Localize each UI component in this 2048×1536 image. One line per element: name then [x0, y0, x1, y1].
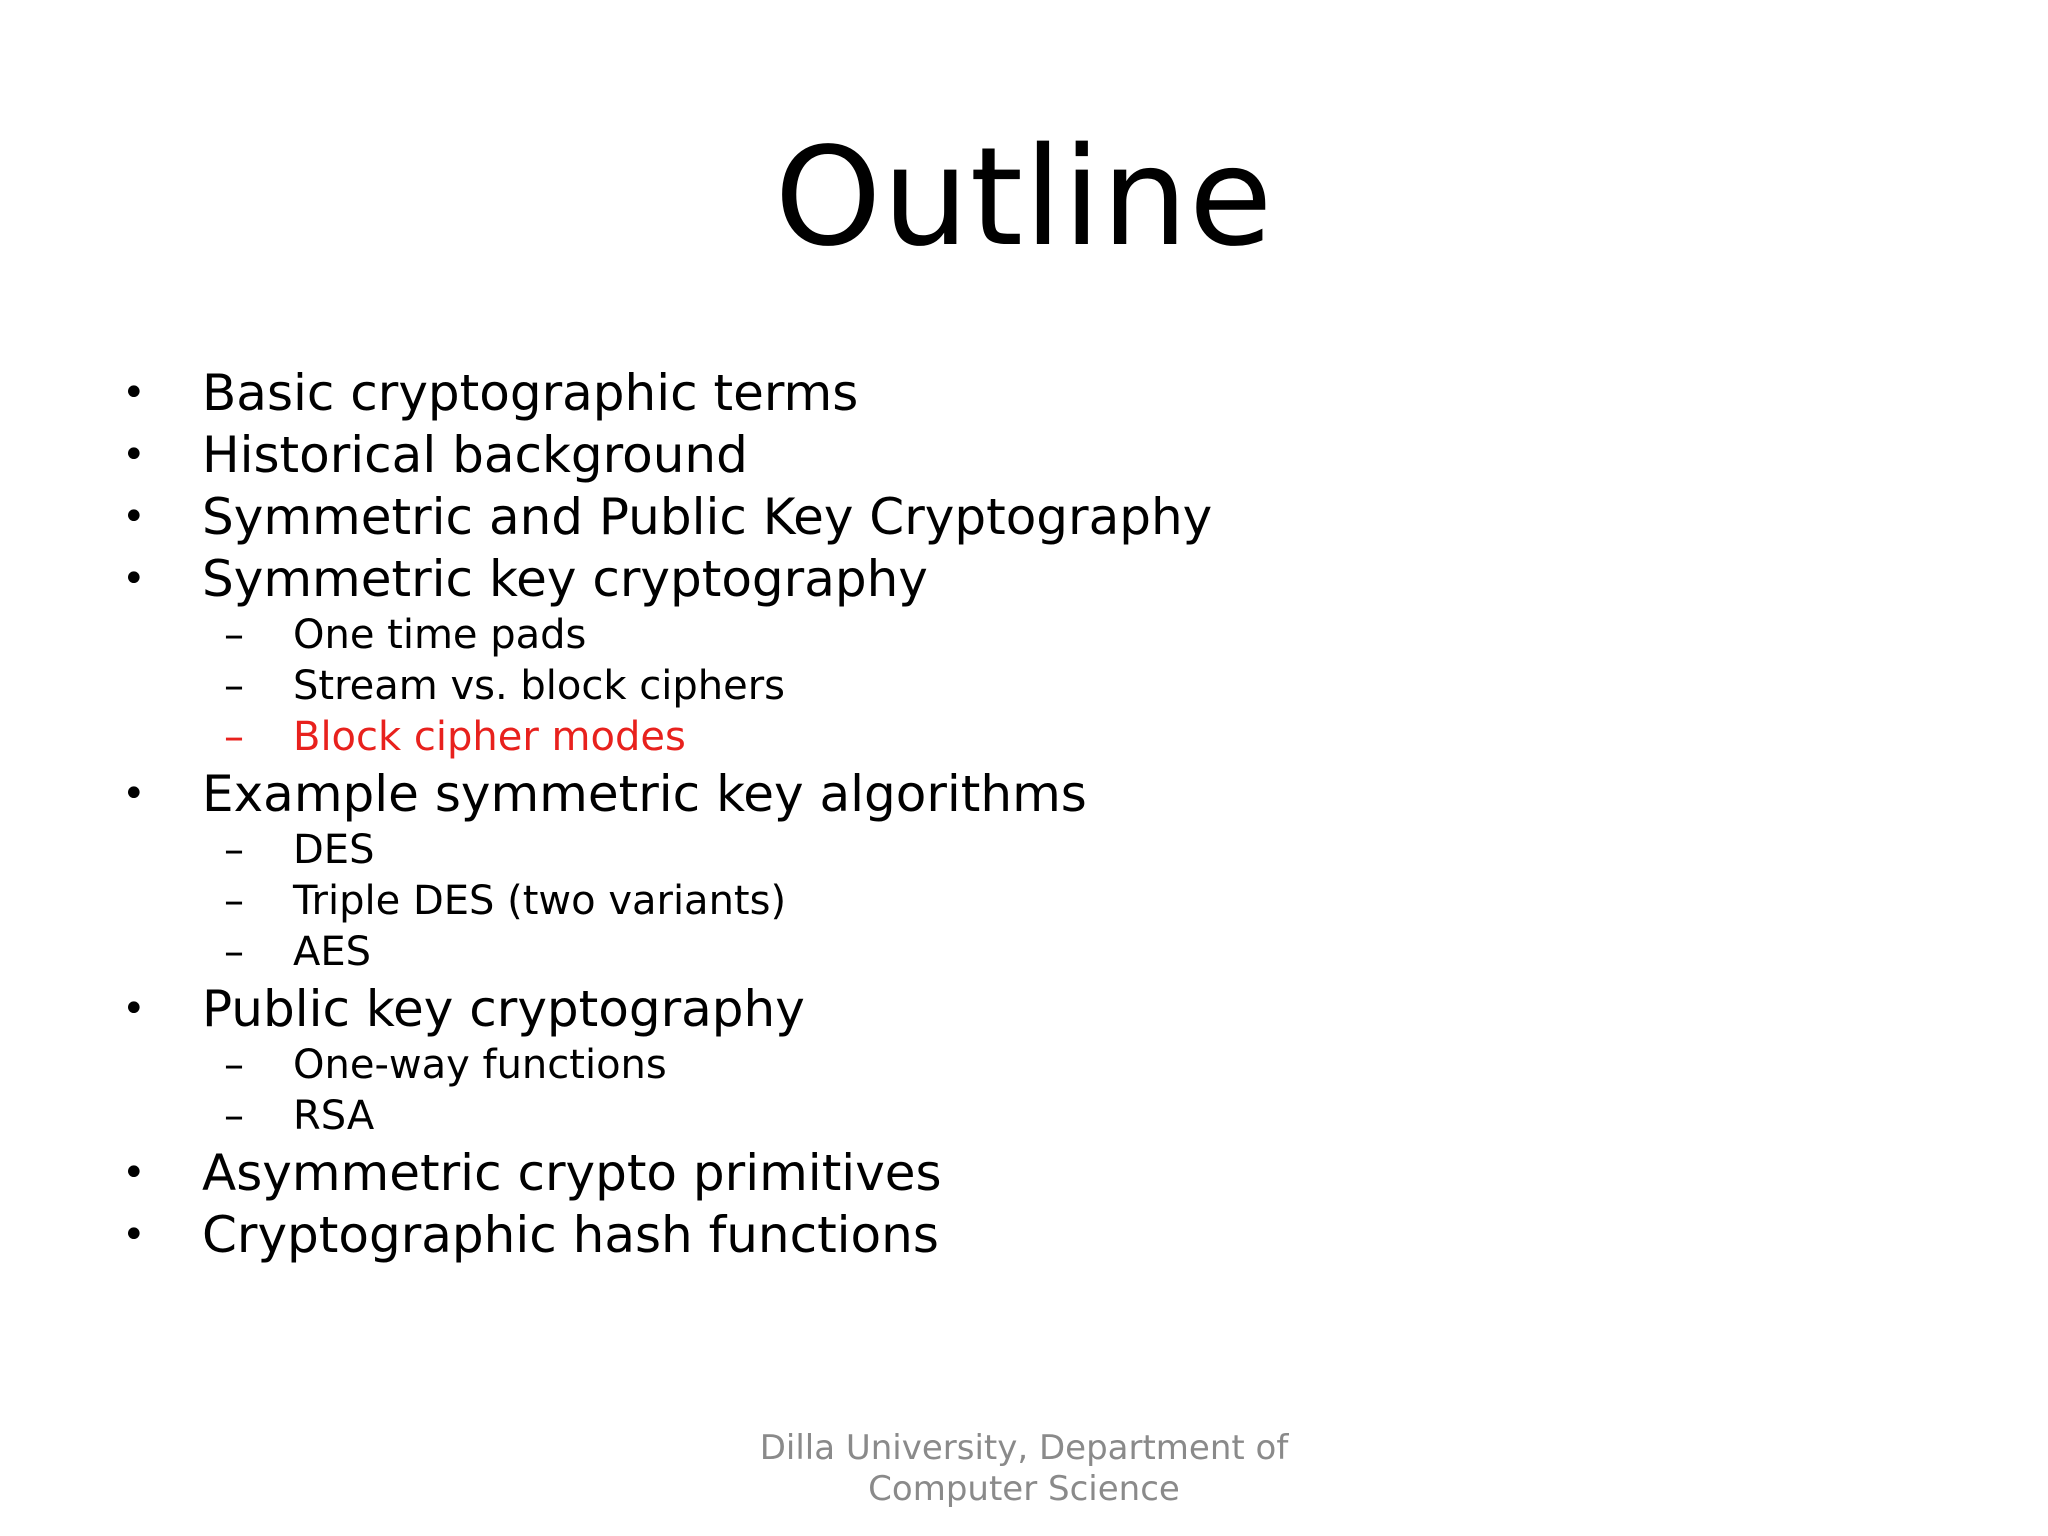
bullet-icon: •: [122, 370, 146, 416]
footer-line-1: Dilla University, Department of: [759, 1428, 1289, 1468]
outline-item-text: Public key cryptography: [202, 980, 805, 1038]
outline-subitem-text: One time pads: [293, 612, 587, 658]
outline-item: [0, 548, 1800, 610]
outline-subitem-current: [0, 712, 1800, 763]
outline-subitem-text: DES: [293, 827, 375, 873]
outline-item: [0, 362, 1800, 424]
outline-item: [0, 763, 1800, 825]
outline-subitem: [0, 1040, 1800, 1091]
outline-subitem: [0, 1091, 1800, 1142]
bullet-icon: •: [122, 771, 146, 817]
slide-title: Outline: [774, 119, 1274, 277]
dash-icon: –: [224, 612, 244, 658]
outline-item-text: Asymmetric crypto primitives: [202, 1144, 942, 1202]
slide-footer: [624, 1428, 1424, 1510]
outline-item: [0, 486, 1800, 548]
bullet-icon: •: [122, 432, 146, 478]
dash-icon: –: [224, 1093, 244, 1139]
dash-icon: –: [224, 1042, 244, 1088]
outline-subitem: [0, 876, 1800, 927]
bullet-icon: •: [122, 986, 146, 1032]
outline-subitem-text: AES: [293, 929, 372, 975]
bullet-icon: •: [122, 1150, 146, 1196]
outline-subitem-text: Stream vs. block ciphers: [293, 663, 785, 709]
outline-subitem-text: RSA: [293, 1093, 375, 1139]
outline-item-text: Basic cryptographic terms: [202, 364, 859, 422]
dash-icon: –: [224, 827, 244, 873]
dash-icon: –: [224, 663, 244, 709]
dash-icon: –: [224, 714, 244, 760]
outline-subitem: [0, 927, 1800, 978]
outline-item: [0, 424, 1800, 486]
outline-subitem-text: Block cipher modes: [293, 714, 686, 760]
outline-item: [0, 978, 1800, 1040]
outline-item: [0, 1204, 1800, 1266]
bullet-icon: •: [122, 556, 146, 602]
outline-subitem-text: One-way functions: [293, 1042, 667, 1088]
outline-item-text: Cryptographic hash functions: [202, 1206, 939, 1264]
bullet-icon: •: [122, 494, 146, 540]
outline-subitem: [0, 825, 1800, 876]
outline-item-text: Symmetric key cryptography: [202, 550, 928, 608]
outline-item-text: Historical background: [202, 426, 748, 484]
outline-subitem: [0, 610, 1800, 661]
outline-item-text: Example symmetric key algorithms: [202, 765, 1087, 823]
outline-subitem: [0, 661, 1800, 712]
outline-list: [0, 362, 1800, 1266]
bullet-icon: •: [122, 1212, 146, 1258]
dash-icon: –: [224, 878, 244, 924]
outline-item: [0, 1142, 1800, 1204]
dash-icon: –: [224, 929, 244, 975]
outline-item-text: Symmetric and Public Key Cryptography: [202, 488, 1213, 546]
outline-subitem-text: Triple DES (two variants): [293, 878, 787, 924]
footer-line-2: Computer Science: [868, 1469, 1180, 1509]
